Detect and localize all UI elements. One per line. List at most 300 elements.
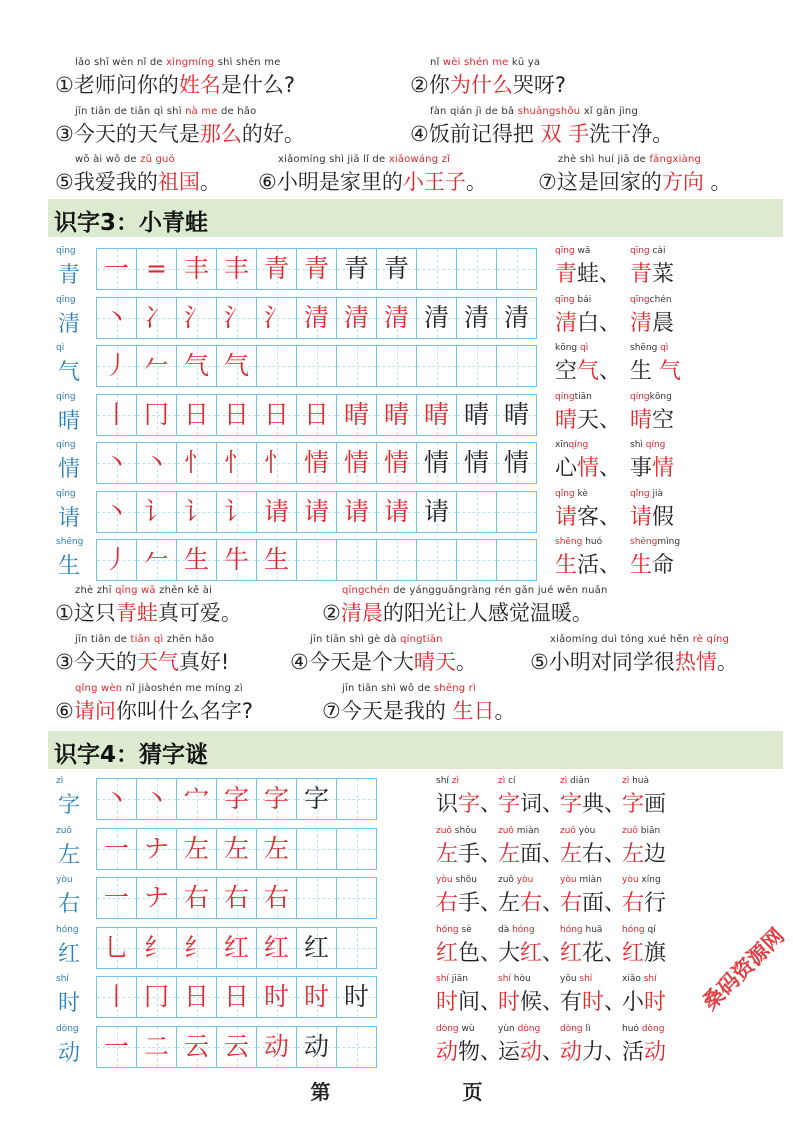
char-label: 左 <box>58 842 81 868</box>
stroke-step: 云 <box>223 1031 249 1061</box>
word-pinyin: zì huà <box>622 776 650 786</box>
word-text: 红色、 <box>436 940 503 966</box>
grid-cell <box>297 829 337 869</box>
stroke-step: 情 <box>383 448 409 477</box>
grid-cell <box>177 1027 217 1067</box>
grid-cell <box>457 492 497 532</box>
word-pinyin: yòu shǒu <box>436 875 478 885</box>
sentence-text: ⑦这是回家的方向 。 <box>538 170 732 194</box>
sentence-text: ②清晨的阳光让人感觉温暖。 <box>322 601 593 625</box>
grid-cell <box>97 492 137 532</box>
char-row-晴 <box>50 390 790 440</box>
grid-cell <box>217 395 257 435</box>
grid-cell <box>297 878 337 918</box>
sentence-text: ⑤我爱我的祖国。 <box>55 170 221 194</box>
grid-cell <box>457 443 497 483</box>
word-text: 心情、 <box>555 456 622 481</box>
word-pinyin: yòu miàn <box>560 875 602 885</box>
stroke-step: 晴 <box>423 399 449 429</box>
word-text: 时间、 <box>436 990 503 1015</box>
grid-cell <box>257 1027 297 1067</box>
pinyin: xiǎomíng duì tóng xué hěn rè qíng <box>550 634 730 645</box>
stroke-step: 丶 <box>103 784 129 813</box>
word-pinyin: xiǎo shí <box>622 974 657 984</box>
grid-cell <box>457 395 497 435</box>
stroke-step: 讠 <box>143 496 169 526</box>
stroke-step: 请 <box>303 496 329 526</box>
word-pinyin: yòu xíng <box>622 875 661 885</box>
grid-cell <box>297 977 337 1017</box>
stroke-step: 丰 <box>223 254 249 283</box>
char-pinyin: hóng <box>56 924 79 935</box>
grid-cell <box>97 249 137 289</box>
stroke-step: 晴 <box>503 399 529 429</box>
pinyin: jīn tiān de tiān qì zhēn hǎo <box>75 634 215 645</box>
stroke-step: 动 <box>303 1031 329 1061</box>
stroke-step: 情 <box>423 448 449 477</box>
grid-cell <box>137 1027 177 1067</box>
grid-cell <box>457 540 497 580</box>
stroke-step: 时 <box>263 982 289 1011</box>
grid-cell <box>177 878 217 918</box>
word-pinyin: shì qíng <box>630 440 666 450</box>
stroke-step: 日 <box>183 399 209 429</box>
char-row-左 <box>50 824 790 874</box>
char-row-右 <box>50 873 790 923</box>
stroke-step: 氵 <box>183 302 209 332</box>
grid-cell <box>217 1027 257 1067</box>
char-label: 请 <box>58 505 81 531</box>
stroke-step: 讠 <box>183 496 209 526</box>
grid-cell <box>457 298 497 338</box>
grid-cell <box>337 928 377 968</box>
section-title: 识字4：猜字谜 <box>54 742 209 768</box>
grid-cell <box>497 540 537 580</box>
stroke-step: 左 <box>263 833 289 863</box>
grid-cell <box>97 878 137 918</box>
word-pinyin: qīng wā <box>555 246 591 256</box>
char-pinyin: qīng <box>56 294 76 305</box>
word-pinyin: qīng bái <box>555 294 592 305</box>
stroke-step: 右 <box>263 883 289 912</box>
grid-cell <box>457 249 497 289</box>
char-label: 晴 <box>58 408 81 434</box>
grid-cell <box>97 928 137 968</box>
word-pinyin: qīngchén <box>630 294 672 305</box>
word-text: 左面、 <box>498 841 565 867</box>
stroke-step: 时 <box>343 982 369 1011</box>
grid-cell <box>217 878 257 918</box>
grid-cell <box>417 395 457 435</box>
grid-cell <box>257 443 297 483</box>
char-label: 青 <box>58 263 81 288</box>
pinyin: qīngchén de yángguāngràng rén gǎn jué wēn nuǎn <box>342 585 608 596</box>
word-text: 字词、 <box>498 792 565 817</box>
stroke-step: 丰 <box>183 254 209 283</box>
grid-cell <box>217 492 257 532</box>
stroke-step: 丶 <box>103 302 129 332</box>
grid-cell <box>177 540 217 580</box>
grid-cell <box>337 298 377 338</box>
word-pinyin: qǐng kè <box>555 488 588 499</box>
stroke-step: 日 <box>303 399 329 429</box>
char-label: 生 <box>58 554 81 579</box>
stroke-step: 左 <box>223 833 249 863</box>
stroke-grid <box>96 491 537 533</box>
char-label: 时 <box>58 991 81 1016</box>
word-text: 动物、 <box>436 1039 503 1065</box>
sentence-text: ⑦今天是我的 生日。 <box>322 699 516 723</box>
grid-cell <box>217 829 257 869</box>
stroke-step: 丿 <box>103 545 129 574</box>
word-pinyin: qíngtiān <box>555 391 592 402</box>
grid-cell <box>377 492 417 532</box>
word-pinyin: shí hòu <box>498 974 531 984</box>
grid-cell <box>97 346 137 386</box>
sentence-text: ①这只青蛙真可爱。 <box>55 601 242 625</box>
stroke-step: 宀 <box>183 784 209 813</box>
grid-cell <box>417 346 457 386</box>
stroke-step: 请 <box>263 496 289 526</box>
sentence-text: ④饭前记得把 双 手洗干净。 <box>410 122 674 146</box>
grid-cell <box>137 443 177 483</box>
word-text: 青菜 <box>630 262 675 287</box>
word-text: 左手、 <box>436 841 503 867</box>
word-pinyin: dà hóng <box>498 924 535 935</box>
grid-cell <box>137 977 177 1017</box>
grid-cell <box>137 779 177 819</box>
stroke-step: 红 <box>263 932 289 962</box>
page-footer <box>0 1076 793 1105</box>
grid-cell <box>217 977 257 1017</box>
word-pinyin: zuǒ biān <box>622 825 661 836</box>
stroke-step: 情 <box>463 448 489 477</box>
grid-cell <box>97 443 137 483</box>
stroke-grid <box>96 297 537 339</box>
char-label: 右 <box>58 892 81 917</box>
grid-cell <box>97 298 137 338</box>
word-pinyin: qǐng jià <box>630 488 664 499</box>
stroke-grid <box>96 778 377 820</box>
word-pinyin: zì cí <box>498 776 516 786</box>
stroke-grid <box>96 976 377 1018</box>
char-pinyin: zuǒ <box>56 825 72 836</box>
word-pinyin: hóng qí <box>622 924 656 935</box>
grid-cell <box>137 298 177 338</box>
char-pinyin: dòng <box>56 1023 79 1034</box>
grid-cell <box>257 298 297 338</box>
grid-cell <box>377 346 417 386</box>
grid-cell <box>97 977 137 1017</box>
stroke-step: 动 <box>263 1031 289 1061</box>
char-row-字 <box>50 774 790 824</box>
stroke-step: 日 <box>223 399 249 429</box>
word-pinyin: shēng qì <box>630 343 669 353</box>
stroke-step: 日 <box>263 399 289 429</box>
pinyin: qǐng wèn nǐ jiàoshén me míng zì <box>75 683 243 694</box>
char-pinyin: shí <box>56 974 69 984</box>
stroke-step: 丶 <box>143 448 169 477</box>
stroke-step: 氵 <box>223 302 249 332</box>
stroke-grid <box>96 394 537 436</box>
stroke-step: 右 <box>223 883 249 912</box>
grid-cell <box>257 928 297 968</box>
grid-cell <box>137 395 177 435</box>
sentence-text: ⑥请问你叫什么名字? <box>55 699 253 723</box>
char-pinyin: qǐng <box>56 488 76 499</box>
grid-cell <box>177 249 217 289</box>
stroke-step: 二 <box>143 1031 169 1061</box>
grid-cell <box>97 779 137 819</box>
grid-cell <box>337 829 377 869</box>
char-row-青 <box>50 244 790 294</box>
grid-cell <box>97 395 137 435</box>
stroke-step: 青 <box>343 254 369 283</box>
word-text: 运动、 <box>498 1039 565 1065</box>
grid-cell <box>497 346 537 386</box>
grid-cell <box>297 443 337 483</box>
grid-cell <box>297 492 337 532</box>
grid-cell <box>257 829 297 869</box>
grid-cell <box>177 346 217 386</box>
stroke-grid <box>96 248 537 290</box>
grid-cell <box>257 249 297 289</box>
grid-cell <box>177 779 217 819</box>
stroke-grid <box>96 877 377 919</box>
grid-cell <box>257 878 297 918</box>
word-pinyin: zuǒ yòu <box>560 825 596 836</box>
grid-cell <box>337 977 377 1017</box>
stroke-step: 右 <box>183 883 209 912</box>
word-text: 右行 <box>622 891 667 916</box>
char-pinyin: shēng <box>56 537 84 547</box>
grid-cell <box>377 249 417 289</box>
char-label: 动 <box>58 1040 81 1066</box>
char-row-气 <box>50 341 790 391</box>
grid-cell <box>177 443 217 483</box>
grid-cell <box>337 395 377 435</box>
stroke-step: 清 <box>383 302 409 332</box>
word-text: 空气、 <box>555 359 622 384</box>
grid-cell <box>137 829 177 869</box>
word-text: 有时、 <box>560 990 627 1015</box>
sentence-text: ③今天的天气是那么的好。 <box>55 122 305 146</box>
word-pinyin: shēng huó <box>555 537 603 547</box>
grid-cell <box>257 346 297 386</box>
grid-cell <box>217 928 257 968</box>
stroke-step: 晴 <box>463 399 489 429</box>
grid-cell <box>297 346 337 386</box>
stroke-step: 红 <box>303 932 329 962</box>
sentence-text: ④今天是个大晴天。 <box>290 650 477 674</box>
char-pinyin: yòu <box>56 875 73 885</box>
char-pinyin: qíng <box>56 440 76 450</box>
stroke-step: = <box>146 254 167 283</box>
grid-cell <box>337 346 377 386</box>
grid-cell <box>337 1027 377 1067</box>
stroke-step: 冫 <box>143 302 169 332</box>
section-header-4 <box>48 731 783 769</box>
grid-cell <box>97 1027 137 1067</box>
word-text: 左边 <box>622 841 667 867</box>
stroke-step: 讠 <box>223 496 249 526</box>
char-row-生 <box>50 535 790 585</box>
word-text: 大红、 <box>498 940 565 966</box>
grid-cell <box>177 395 217 435</box>
stroke-step: 清 <box>303 302 329 332</box>
stroke-step: 冂 <box>143 399 169 429</box>
section-header-3 <box>48 199 783 237</box>
word-pinyin: shí jiān <box>436 974 468 984</box>
stroke-step: 气 <box>223 351 249 380</box>
stroke-step: 一 <box>103 1031 129 1061</box>
grid-cell <box>217 540 257 580</box>
stroke-step: 青 <box>383 254 409 283</box>
stroke-grid <box>96 828 377 870</box>
grid-cell <box>417 492 457 532</box>
word-text: 清白、 <box>555 310 622 336</box>
word-pinyin: shēngmìng <box>630 537 681 547</box>
stroke-step: 日 <box>183 982 209 1011</box>
watermark: 桑码资源网 <box>697 923 790 1015</box>
grid-cell <box>137 878 177 918</box>
grid-cell <box>297 1027 337 1067</box>
word-pinyin: dòng wù <box>436 1023 475 1034</box>
sentence-text: ⑥小明是家里的小王子。 <box>258 170 487 194</box>
grid-cell <box>137 928 177 968</box>
char-row-清 <box>50 293 790 343</box>
char-label: 情 <box>58 457 81 482</box>
word-text: 字画 <box>622 792 667 817</box>
stroke-step: 生 <box>263 545 289 574</box>
stroke-step: 忄 <box>223 448 249 477</box>
word-pinyin: kōng qì <box>555 343 589 353</box>
word-text: 字典、 <box>560 792 627 817</box>
word-pinyin: huó dòng <box>622 1023 665 1034</box>
grid-cell <box>297 540 337 580</box>
word-text: 青蛙、 <box>555 262 622 287</box>
grid-cell <box>497 298 537 338</box>
char-pinyin: qīng <box>56 246 76 256</box>
grid-cell <box>177 298 217 338</box>
char-pinyin: qì <box>56 343 65 353</box>
grid-cell <box>137 249 177 289</box>
char-pinyin: qíng <box>56 391 76 402</box>
sentence-text: ③今天的天气真好! <box>55 650 230 674</box>
stroke-step: 请 <box>423 496 449 526</box>
stroke-step: 清 <box>503 302 529 332</box>
char-row-时 <box>50 972 790 1022</box>
stroke-step: 冂 <box>143 982 169 1011</box>
pinyin: lǎo shī wèn nǐ de xìngmíng shì shén me <box>75 57 281 68</box>
stroke-step: ナ <box>143 833 169 863</box>
word-text: 生活、 <box>555 553 622 578</box>
grid-cell <box>297 928 337 968</box>
stroke-step: 时 <box>303 982 329 1011</box>
grid-cell <box>377 395 417 435</box>
grid-cell <box>377 443 417 483</box>
stroke-step: 情 <box>303 448 329 477</box>
grid-cell <box>257 977 297 1017</box>
grid-cell <box>177 928 217 968</box>
word-text: 红花、 <box>560 940 627 966</box>
pinyin: zhè shì huí jiā de fāngxiàng <box>558 154 702 165</box>
grid-cell <box>137 492 177 532</box>
char-label: 气 <box>58 360 81 385</box>
word-text: 清晨 <box>630 310 675 336</box>
grid-cell <box>417 249 457 289</box>
stroke-step: 一 <box>103 833 129 863</box>
stroke-step: 丨 <box>103 982 129 1011</box>
stroke-step: 情 <box>503 448 529 477</box>
grid-cell <box>337 492 377 532</box>
footer-right: 页 <box>462 1080 483 1104</box>
word-text: 右手、 <box>436 891 503 916</box>
stroke-step: 一 <box>103 883 129 912</box>
pinyin: xiǎomíng shì jiā lǐ de xiǎowáng zǐ <box>278 154 451 165</box>
stroke-grid <box>96 345 537 387</box>
grid-cell <box>137 346 177 386</box>
word-text: 红旗 <box>622 940 667 966</box>
word-pinyin: yùn dòng <box>498 1023 541 1034</box>
grid-cell <box>497 395 537 435</box>
word-text: 生命 <box>630 553 675 578</box>
grid-cell <box>337 779 377 819</box>
word-text: 左右、 <box>498 891 565 916</box>
grid-cell <box>297 395 337 435</box>
grid-cell <box>257 492 297 532</box>
word-text: 事情 <box>630 456 675 481</box>
pinyin: wǒ ài wǒ de zǔ guó <box>75 154 175 165</box>
stroke-step: 青 <box>263 254 289 283</box>
stroke-step: ナ <box>143 883 169 912</box>
footer-left: 第 <box>310 1080 331 1104</box>
stroke-step: 左 <box>183 833 209 863</box>
pinyin: zhè zhī qīng wā zhēn kě ài <box>75 585 213 596</box>
grid-cell <box>497 249 537 289</box>
grid-cell <box>497 492 537 532</box>
pinyin: jīn tiān shì wǒ de shēng rì <box>342 683 476 694</box>
stroke-step: 丶 <box>143 784 169 813</box>
grid-cell <box>297 298 337 338</box>
grid-cell <box>217 443 257 483</box>
stroke-grid <box>96 539 537 581</box>
stroke-step: 丿 <box>103 351 129 380</box>
grid-cell <box>97 829 137 869</box>
stroke-step: 纟 <box>183 932 209 962</box>
stroke-step: 忄 <box>263 448 289 477</box>
word-pinyin: zì diǎn <box>560 776 590 786</box>
word-text: 左右、 <box>560 841 627 867</box>
stroke-step: 丶 <box>103 448 129 477</box>
stroke-step: 字 <box>263 784 289 813</box>
stroke-step: 生 <box>183 545 209 574</box>
char-row-请 <box>50 487 790 537</box>
grid-cell <box>257 540 297 580</box>
grid-cell <box>217 346 257 386</box>
stroke-step: 清 <box>463 302 489 332</box>
word-pinyin: hóng sè <box>436 924 472 935</box>
stroke-step: 字 <box>303 784 329 813</box>
word-pinyin: zuǒ yòu <box>498 875 534 885</box>
grid-cell <box>337 443 377 483</box>
word-pinyin: dòng lì <box>560 1023 591 1034</box>
stroke-step: 云 <box>183 1031 209 1061</box>
char-label: 清 <box>58 311 81 337</box>
stroke-step: 𠂉 <box>143 351 169 380</box>
word-text: 晴天、 <box>555 407 622 433</box>
stroke-step: 请 <box>383 496 409 526</box>
